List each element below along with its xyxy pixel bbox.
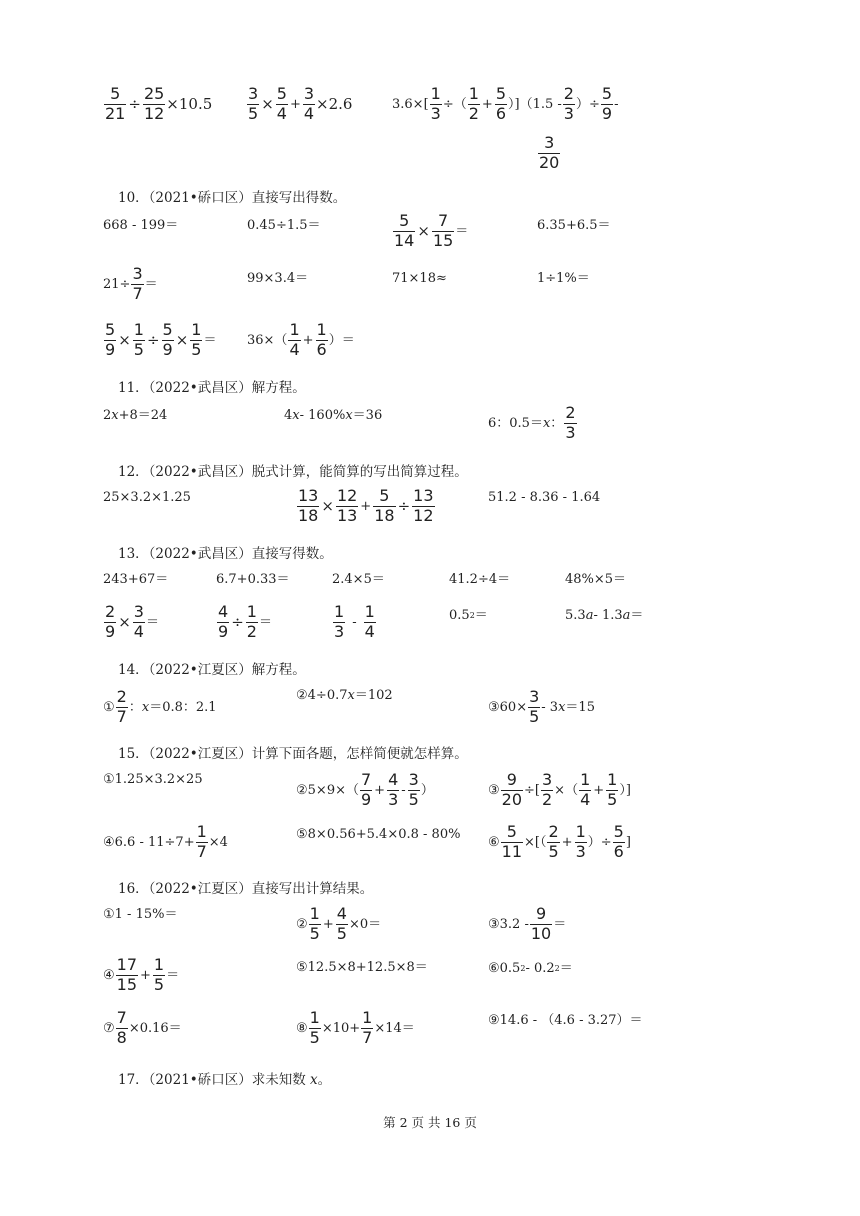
fraction: $\frac{3}{5}$ bbox=[529, 687, 540, 726]
question-title: 10．（2021•硚口区）直接写出得数。 bbox=[118, 190, 347, 206]
q10-i: $\frac{5}{9}$ × $\frac{1}{5}$ ÷ $\frac{5}{9}$ × $\frac{1}{5}$ ＝ bbox=[105, 320, 217, 359]
fraction: $\frac{5}{21}$ bbox=[105, 84, 126, 123]
q16-e: ⑤12.5×8+12.5×8＝ bbox=[296, 960, 428, 975]
q16-i: ⑨14.6 - （4.6 - 3.27）＝ bbox=[488, 1013, 643, 1028]
q15-a: ①1.25×3.2×25 bbox=[103, 772, 203, 787]
fraction: $\frac{4}{3}$ bbox=[388, 770, 399, 809]
page-footer: 第 2 页 共 16 页 bbox=[383, 1115, 477, 1130]
q16-d: ④ $\frac{17}{15}$ + $\frac{1}{5}$ ＝ bbox=[103, 955, 180, 994]
fraction: $\frac{17}{15}$ bbox=[116, 955, 138, 994]
fraction: $\frac{4}{5}$ bbox=[336, 904, 347, 943]
fraction: $\frac{3}{2}$ bbox=[541, 770, 553, 809]
q13-a: 243+67＝ bbox=[103, 572, 169, 587]
fraction: $\frac{9}{20}$ bbox=[501, 770, 523, 809]
q11-a: 2 x +8＝24 bbox=[103, 408, 168, 423]
q10-e: 21÷ $\frac{3}{7}$ ＝ bbox=[103, 264, 158, 303]
fraction: $\frac{3}{4}$ bbox=[303, 84, 315, 123]
q15-f: ⑥ $\frac{5}{11}$ ×[（ $\frac{2}{5}$ + $\frac{1}{3}$ ）÷ $\frac{5}{6}$ ] bbox=[488, 822, 631, 861]
page-number: 2 bbox=[399, 1115, 408, 1130]
fraction: $\frac{2}{3}$ bbox=[565, 403, 576, 442]
q13-j: 5.3 a - 1.3 a ＝ bbox=[565, 608, 644, 623]
q13-g: $\frac{4}{9}$ ÷ $\frac{1}{2}$ ＝ bbox=[218, 602, 272, 641]
question-title: 16．（2022•江夏区）直接写出计算结果。 bbox=[118, 881, 374, 897]
q16-b: ② $\frac{1}{5}$ + $\frac{4}{5}$ ×0＝ bbox=[296, 904, 382, 943]
q11-c: 6：0.5＝ x ： $\frac{2}{3}$ bbox=[488, 403, 576, 442]
fraction: $\frac{5}{18}$ bbox=[374, 486, 395, 525]
q13-c: 2.4×5＝ bbox=[332, 572, 385, 587]
q10-j: 36×（ $\frac{1}{4}$ + $\frac{1}{6}$ ）＝ bbox=[247, 320, 355, 359]
fraction: $\frac{1}{3}$ bbox=[575, 822, 586, 861]
fraction: $\frac{7}{15}$ bbox=[432, 211, 454, 250]
question-title: 12．（2022•武昌区）脱式计算，能简算的写出简算过程。 bbox=[118, 464, 468, 480]
q13-b: 6.7+0.33＝ bbox=[216, 572, 290, 587]
fraction: $\frac{2}{7}$ bbox=[116, 687, 127, 726]
fraction: $\frac{1}{7}$ bbox=[362, 1008, 373, 1047]
fraction: $\frac{3}{20}$ bbox=[539, 133, 560, 172]
q11-b: 4 x - 160% x ＝36 bbox=[284, 408, 383, 423]
fraction: $\frac{5}{4}$ bbox=[276, 84, 287, 123]
fraction: $\frac{3}{4}$ bbox=[133, 602, 144, 641]
fraction: $\frac{5}{9}$ bbox=[162, 320, 173, 359]
page-total: 16 bbox=[444, 1115, 461, 1130]
fraction: $\frac{7}{8}$ bbox=[116, 1008, 127, 1047]
fraction: $\frac{1}{5}$ bbox=[133, 320, 144, 359]
q15-e: ⑤8×0.56+5.4×0.8 - 80% bbox=[296, 827, 461, 842]
fraction: $\frac{3}{7}$ bbox=[132, 264, 143, 303]
fraction: $\frac{5}{11}$ bbox=[501, 822, 523, 861]
q13-e: 48%×5＝ bbox=[565, 572, 627, 587]
q13-h: $\frac{1}{3}$ - $\frac{1}{4}$ bbox=[334, 602, 375, 641]
q10-h: 1÷1%＝ bbox=[537, 271, 590, 286]
fraction: $\frac{1}{5}$ bbox=[309, 904, 320, 943]
q16-c: ③3.2 - $\frac{9}{10}$ ＝ bbox=[488, 904, 567, 943]
question-title: 17．（2021•硚口区）求未知数 x。 bbox=[118, 1072, 332, 1088]
q16-g: ⑦ $\frac{7}{8}$ ×0.16＝ bbox=[103, 1008, 182, 1047]
fraction: $\frac{1}{4}$ bbox=[364, 602, 375, 641]
q10-c: $\frac{5}{14}$ × $\frac{7}{15}$ ＝ bbox=[394, 211, 469, 250]
fraction: $\frac{5}{6}$ bbox=[613, 822, 624, 861]
question-title: 11．（2022•武昌区）解方程。 bbox=[118, 380, 306, 396]
fraction: $\frac{25}{12}$ bbox=[143, 84, 165, 123]
q10-b: 0.45÷1.5＝ bbox=[247, 218, 321, 233]
fraction: $\frac{2}{9}$ bbox=[105, 602, 116, 641]
fraction: $\frac{12}{13}$ bbox=[336, 486, 358, 525]
q13-i: 0.5 2 ＝ bbox=[449, 608, 488, 623]
fraction: $\frac{1}{2}$ bbox=[468, 84, 479, 123]
q12-c: 51.2 - 8.36 - 1.64 bbox=[488, 490, 601, 505]
question-title: 13．（2022•武昌区）直接写得数。 bbox=[118, 546, 333, 562]
fraction: $\frac{1}{2}$ bbox=[246, 602, 257, 641]
q16-a: ①1 - 15%＝ bbox=[103, 907, 178, 922]
q10-g: 71×18≈ bbox=[392, 271, 447, 286]
fraction: $\frac{13}{12}$ bbox=[413, 486, 434, 525]
q12-a: 25×3.2×1.25 bbox=[103, 490, 191, 505]
fraction: $\frac{5}{14}$ bbox=[394, 211, 415, 250]
q15-b: ②5×9×（ $\frac{7}{9}$ + $\frac{4}{3}$ - $\frac{3}{5}$ ） bbox=[296, 770, 434, 809]
expr-top-c-wrap bbox=[537, 135, 561, 172]
fraction: $\frac{13}{18}$ bbox=[298, 486, 319, 525]
fraction: $\frac{3}{5}$ bbox=[248, 84, 259, 123]
fraction: $\frac{4}{9}$ bbox=[218, 602, 229, 641]
fraction: $\frac{3}{5}$ bbox=[408, 770, 419, 809]
fraction: $\frac{1}{6}$ bbox=[316, 320, 327, 359]
fraction: $\frac{5}{6}$ bbox=[495, 84, 507, 123]
fraction: $\frac{1}{5}$ bbox=[309, 1008, 320, 1047]
q15-d: ④6.6 - 11÷7+ $\frac{1}{7}$ ×4 bbox=[103, 822, 228, 861]
q15-c: ③ $\frac{9}{20}$ ÷[ $\frac{3}{2}$ ×（ $\frac{1}{4}$ + $\frac{1}{5}$ ）] bbox=[488, 770, 631, 809]
question-title: 14．（2022•江夏区）解方程。 bbox=[118, 662, 306, 678]
fraction: $\frac{1}{3}$ bbox=[334, 602, 345, 641]
fraction: $\frac{1}{5}$ bbox=[607, 770, 618, 809]
q12-b: $\frac{13}{18}$ × $\frac{12}{13}$ + $\frac{5}{18}$ ÷ $\frac{13}{12}$ bbox=[298, 486, 434, 525]
expr-top-a: $\frac{5}{21}$ ÷ $\frac{25}{12}$ ×10.5 bbox=[105, 84, 213, 123]
fraction: $\frac{1}{4}$ bbox=[580, 770, 591, 809]
q16-f: ⑥0.5 2 - 0.2 2 ＝ bbox=[488, 961, 573, 976]
q10-d: 6.35+6.5＝ bbox=[537, 218, 611, 233]
fraction: $\frac{2}{3}$ bbox=[563, 84, 574, 123]
q14-c: ③ 60× $\frac{3}{5}$ - 3 x ＝15 bbox=[488, 687, 595, 726]
fraction: $\frac{1}{4}$ bbox=[289, 320, 300, 359]
q16-h: ⑧ $\frac{1}{5}$ ×10+ $\frac{1}{7}$ ×14＝ bbox=[296, 1008, 415, 1047]
expr-top-c: 3.6×[ $\frac{1}{3}$ ÷（ $\frac{1}{2}$ + $\frac{5}{6}$ ）]（1.5 - $\frac{2}{3}$ ）÷ $\frac{5}{9}$ - bbox=[392, 84, 619, 123]
fraction: $\frac{9}{10}$ bbox=[530, 904, 552, 943]
fraction: $\frac{1}{7}$ bbox=[196, 822, 207, 861]
fraction: $\frac{1}{5}$ bbox=[153, 955, 165, 994]
q14-a: ① $\frac{2}{7}$ ： x ＝0.8：2.1 bbox=[103, 687, 217, 726]
fraction: $\frac{7}{9}$ bbox=[360, 770, 372, 809]
q13-f: $\frac{2}{9}$ × $\frac{3}{4}$ ＝ bbox=[105, 602, 159, 641]
fraction: $\frac{5}{9}$ bbox=[601, 84, 613, 123]
question-title: 15．（2022•江夏区）计算下面各题，怎样简便就怎样算。 bbox=[118, 746, 468, 762]
q13-d: 41.2÷4＝ bbox=[449, 572, 511, 587]
fraction: $\frac{2}{5}$ bbox=[548, 822, 559, 861]
expr-top-b: $\frac{3}{5}$ × $\frac{5}{4}$ + $\frac{3}{4}$ ×2.6 bbox=[248, 84, 353, 123]
q10-a: 668 - 199＝ bbox=[103, 218, 179, 233]
fraction: $\frac{1}{5}$ bbox=[191, 320, 202, 359]
fraction: $\frac{5}{9}$ bbox=[105, 320, 116, 359]
fraction: $\frac{1}{3}$ bbox=[430, 84, 441, 123]
q10-f: 99×3.4＝ bbox=[247, 271, 309, 286]
q14-b: ② 4÷0.7 x ＝102 bbox=[296, 688, 393, 703]
